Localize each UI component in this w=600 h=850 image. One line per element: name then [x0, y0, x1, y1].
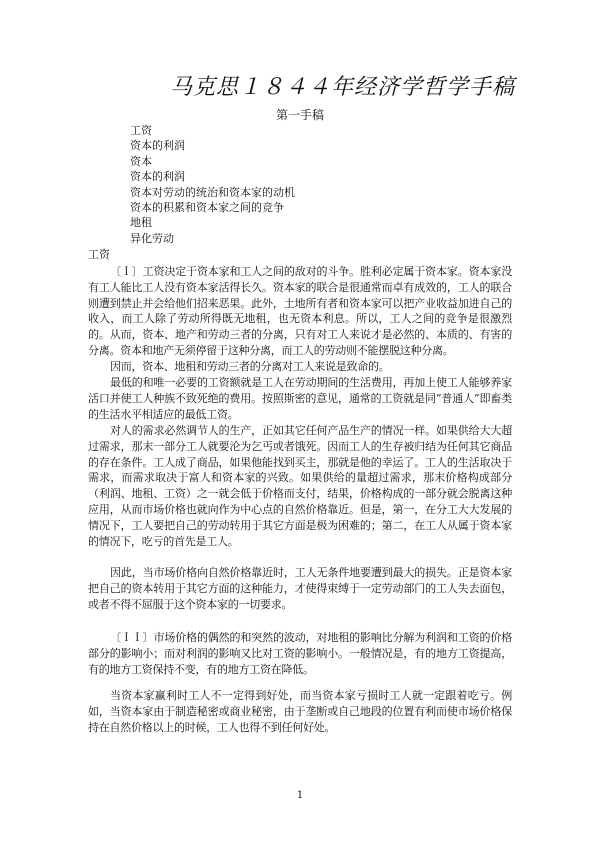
paragraph: 对人的需求必然调节人的生产，正如其它任何产品生产的情况一样。如果供给大大超过需求，那末一部分工人就要沦为乞丐或者饿死。因而工人的生存被归结为任何其它商品的存在条件。工人成了商品，如果他能找到买主，那就是他的幸运了。工人的生活取决于需求，而需求取决于富人和资本家的兴致。如果供给的量超过需求，那末价格构成部分（利润、地租、工资）之一就会低于价格而支付，结果，价格构成的一部分就会脱离这种应用，从而市场价格也就向作为中心点的自然价格靠近。但是，第一，在分工大大发展的情况下，工人要把自己的劳动转用于其它方面是极为困难的；第二，在工人从属于资本家的情况下，吃亏的首先是工人。 [88, 424, 512, 548]
paragraph: 〔ＩＩ〕市场价格的偶然的和突然的波动，对地租的影响比分解为利润和工资的价格部分的影响小；而对利润的影响又比对工资的影响小。一般情况是，有的地方工资提高，有的地方工资保持不变，有的地方工资在降低。 [88, 631, 512, 676]
toc-item: 资本的积累和资本家之间的竞争 [130, 200, 284, 214]
toc-item: 异化劳动 [130, 231, 174, 245]
toc-item: 资本 [130, 154, 152, 168]
toc-item: 资本对劳动的统治和资本家的动机 [130, 185, 295, 199]
toc-item: 资本的利润 [130, 139, 185, 153]
toc-item: 资本的利润 [130, 170, 185, 184]
table-of-contents [130, 123, 295, 246]
paragraph: 最低的和唯一必要的工资额就是工人在劳动期间的生活费用，再加上使工人能够养家活口并使工人种族不致死绝的费用。按照斯密的意见，通常的工资就是同“普通人”即畜类的生活水平相适应的最低工资。 [88, 376, 512, 421]
paragraph: 因此，当市场价格向自然价格靠近时，工人无条件地要遭到最大的损失。正是资本家把自己的资本转用于其它方面的这种能力，才使得束缚于一定劳动部门的工人失去面包，或者不得不屈服于这个资本家的一切要求。 [88, 566, 512, 611]
section-heading: 工资 [88, 248, 110, 261]
toc-item: 地租 [130, 216, 152, 230]
paragraph: 当资本家赢利时工人不一定得到好处，而当资本家亏损时工人就一定跟着吃亏。例如，当资本家由于制造秘密或商业秘密，由于垄断或自己地段的位置有利而使市场价格保持在自然价格以上的时候，工人也得不到任何好处。 [88, 689, 512, 734]
page-number: 1 [296, 790, 304, 801]
paragraph: 因而，资本、地租和劳动三者的分离对工人来说是致命的。 [110, 360, 390, 373]
document-title: 马克思１８４４年经济学哲学手稿 [170, 75, 516, 100]
paragraph: 〔Ｉ〕工资决定于资本家和工人之间的敌对的斗争。胜利必定属于资本家。资本家没有工人能比工人没有资本家活得长久。资本家的联合是很通常而卓有成效的，工人的联合则遭到禁止并会给他们招来恶果。此外，土地所有者和资本家可以把产业收益加进自己的收入，而工人除了劳动所得既无地租，也无资本利息。所以，工人之间的竞争是很激烈的。从而，资本、地产和劳动三者的分离，只有对工人来说才是必然的、本质的、有害的分离。资本和地产无须停留于这种分离，而工人的劳动则不能摆脱这种分离。 [88, 265, 512, 357]
toc-item: 工资 [130, 124, 152, 137]
manuscript-subtitle: 第一手稿 [275, 108, 324, 122]
